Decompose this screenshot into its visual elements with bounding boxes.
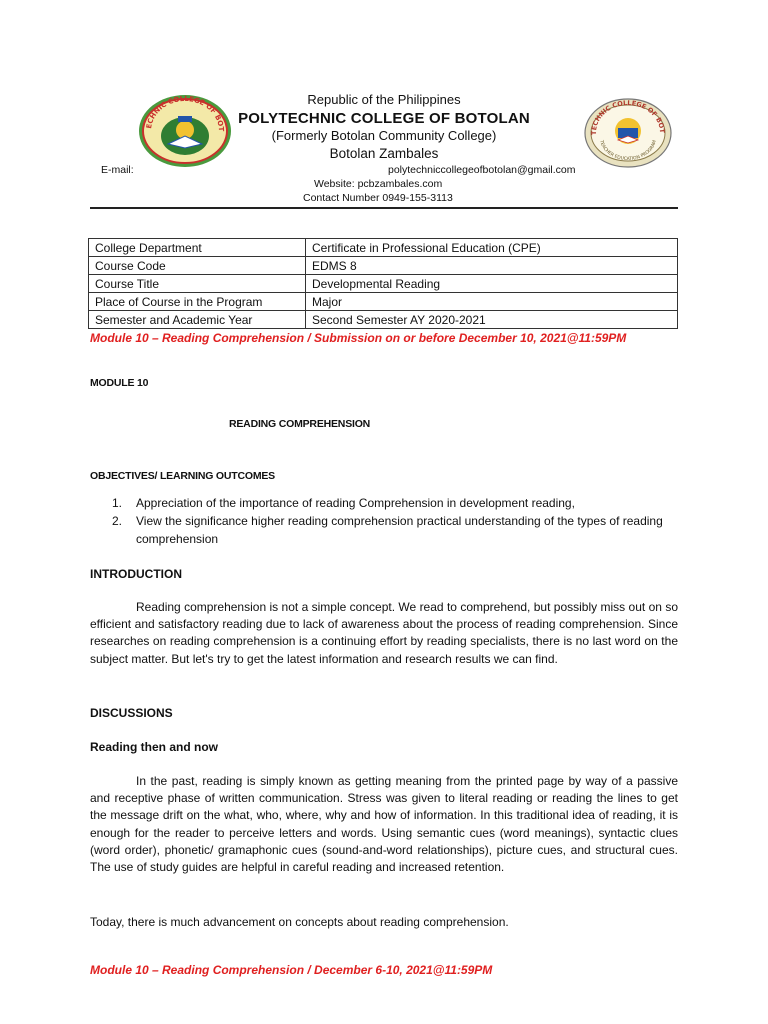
table-row [89,293,678,311]
contact-line: Contact Number 0949-155-3113 [303,192,453,204]
submission-note: Module 10 – Reading Comprehension / Submission on or before December 10, 2021@11:59PM [90,331,627,345]
list-number: 1. [112,496,123,510]
list-text: Appreciation of the importance of reading Comprehension in development reading, [136,496,575,510]
list-item [112,494,672,512]
table-row [89,275,678,293]
objectives-heading: OBJECTIVES/ LEARNING OUTCOMES [90,470,275,482]
table-value: Major [306,293,678,311]
formerly-line: (Formerly Botolan Community College) [271,128,497,143]
introduction-paragraph: Reading comprehension is not a simple concept. We read to comprehend, but possibly miss out on so efficient and satisfactory reading due to lack of awareness about the process of reading comprehension. Since researches on reading comprehension is a continuing effort by reading specialists, there is no last word on the subject matter. But let's try to get the latest information and research results we can find. [90,600,678,666]
email-value: polytechniccollegeofbotolan@gmail.com [388,164,576,176]
svg-text:POLYTECHNIC COLLEGE OF BOTOLAN: TECHNIC COLLEGE OF BOT [589,98,667,136]
header-divider [90,207,678,209]
table-value: Second Semester AY 2020-2021 [306,311,678,329]
table-label: Course Code [89,257,306,275]
college-name: POLYTECHNIC COLLEGE OF BOTOLAN [238,110,530,127]
discussions-closing: Today, there is much advancement on concepts about reading comprehension. [90,915,509,929]
table-row [89,311,678,329]
location-line: Botolan Zambales [329,146,439,161]
module-label: MODULE 10 [90,377,149,389]
table-label: Place of Course in the Program [89,293,306,311]
deadline-note: Module 10 – Reading Comprehension / December 6-10, 2021@11:59PM [90,963,493,977]
table-value: EDMS 8 [306,257,678,275]
introduction-heading: INTRODUCTION [90,567,182,581]
list-item [112,512,672,548]
table-label: College Department [89,239,306,257]
table-label: Semester and Academic Year [89,311,306,329]
module-title: READING COMPREHENSION [229,418,371,430]
discussions-heading: DISCUSSIONS [90,706,173,720]
discussions-subheading: Reading then and now [90,740,218,754]
objectives-list [112,494,672,548]
svg-text:POLYTECHNIC COLLEGE OF BOTOLAN: ECHNIC COLLEGE OF BOT [145,94,226,132]
website-line: Website: pcbzambales.com [314,178,443,190]
list-text: View the significance higher reading comprehension practical understanding of the types of reading comprehension [136,514,663,546]
discussions-paragraph: In the past, reading is simply known as getting meaning from the printed page by way of a passive and receptive phase of written communication. Stress was given to literal reading or reading the lines to get the message drift on the what, who, where, why and how of information. In this traditional idea of reading, it is enough for the reader to perceive letters and words. Using semantic cues (word meanings), syntactic clues (word order), phonetic/ gramaphonic cues (sound-and-word relationships), picture cues, and structural cues. The use of study guides are helpful in careful reading and increased retention. [90,774,678,875]
table-label: Course Title [89,275,306,293]
email-label: E-mail: [101,164,134,176]
svg-text:TEACHER EDUCATION PROGRAM: TEACHER EDUCATION PROGRAM [598,139,658,163]
table-row [89,239,678,257]
table-value: Certificate in Professional Education (CPE) [306,239,678,257]
course-info-table [88,238,678,329]
republic-line: Republic of the Philippines [307,92,461,107]
table-row [89,257,678,275]
table-value: Developmental Reading [306,275,678,293]
list-number: 2. [112,514,123,528]
